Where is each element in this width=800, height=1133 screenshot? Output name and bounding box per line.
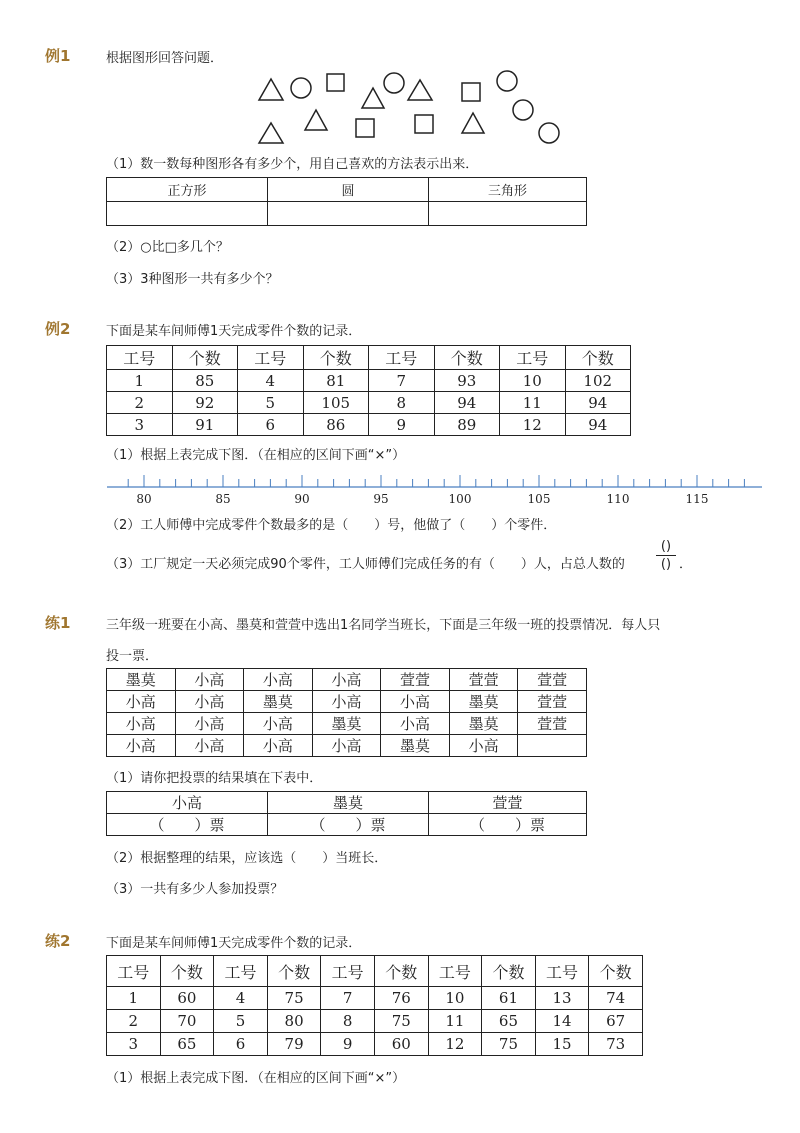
table-header-row (107, 956, 643, 987)
table-cell: 89 (434, 414, 500, 436)
table-row (107, 713, 587, 735)
table-cell: 75 (267, 987, 321, 1010)
example-1-label: 例1 (45, 47, 71, 65)
example-2-question-3-end: ． (679, 557, 693, 572)
table-cell: 65 (482, 1010, 536, 1033)
table-row (107, 392, 631, 414)
result-cell-momo[interactable]: （ ）票 (268, 814, 429, 836)
table-cell: 3 (107, 1033, 161, 1056)
header-cell: 个数 (303, 346, 369, 370)
vote-table (106, 668, 587, 757)
practice-1-question-1: （1）请你把投票的结果填在下表中． (106, 771, 323, 786)
vote-cell: 小高 (312, 669, 381, 691)
circle-shape (539, 123, 559, 143)
vote-cell: 小高 (175, 713, 244, 735)
table-cell: 75 (374, 1010, 428, 1033)
table-row (107, 669, 587, 691)
table-cell: 93 (434, 370, 500, 392)
triangle-shape (462, 113, 484, 133)
table-cell: 4 (214, 987, 268, 1010)
table-cell: 8 (321, 1010, 375, 1033)
table-cell: 7 (321, 987, 375, 1010)
table-cell: 15 (535, 1033, 589, 1056)
table-cell: 4 (238, 370, 304, 392)
number-line-label: 100 (448, 492, 472, 506)
vote-cell: 萱萱 (518, 669, 587, 691)
vote-cell: 墨莫 (107, 669, 176, 691)
table-cell: 11 (500, 392, 566, 414)
table-cell: 73 (589, 1033, 643, 1056)
example-2-table (106, 345, 631, 436)
number-line-label: 90 (294, 492, 310, 506)
header-cell: 工号 (107, 956, 161, 987)
practice-1-prompt-line-1: 三年级一班要在小高、墨莫和萱萱中选出1名同学当班长，下面是三年级一班的投票情况．每人只 (106, 618, 661, 633)
number-line-label: 80 (136, 492, 152, 506)
table-cell: 6 (238, 414, 304, 436)
table-cell: 61 (482, 987, 536, 1010)
vote-cell: 墨莫 (449, 713, 518, 735)
fraction-denominator: () (660, 557, 672, 572)
table-row (107, 1033, 643, 1056)
example-1-question-2: （2）○比□多几个？ (106, 240, 229, 255)
table-cell: 65 (160, 1033, 214, 1056)
table-cell: 79 (267, 1033, 321, 1056)
practice-2-question-1: （1）根据上表完成下图．（在相应的区间下画“×”） (106, 1071, 406, 1086)
shape-count-table (106, 177, 587, 226)
header-xuanxuan: 萱萱 (429, 792, 587, 814)
vote-cell: 小高 (244, 735, 313, 757)
header-cell: 个数 (374, 956, 428, 987)
header-cell: 个数 (267, 956, 321, 987)
table-row (107, 691, 587, 713)
table-cell: 10 (428, 987, 482, 1010)
table-cell: 14 (535, 1010, 589, 1033)
table-cell: 1 (107, 987, 161, 1010)
vote-cell: 墨莫 (449, 691, 518, 713)
vote-cell: 萱萱 (518, 713, 587, 735)
table-cell: 67 (589, 1010, 643, 1033)
table-cell: 5 (214, 1010, 268, 1033)
table-cell: 80 (267, 1010, 321, 1033)
practice-1-label: 练1 (45, 614, 71, 632)
vote-cell: 萱萱 (381, 669, 450, 691)
example-1-question-3: （3）3种图形一共有多少个？ (106, 272, 279, 287)
header-cell: 工号 (321, 956, 375, 987)
header-cell: 工号 (500, 346, 566, 370)
vote-cell: 小高 (449, 735, 518, 757)
result-cell-xuanxuan[interactable]: （ ）票 (429, 814, 587, 836)
example-2-question-1: （1）根据上表完成下图．（在相应的区间下画“×”） (106, 448, 406, 463)
table-cell: 13 (535, 987, 589, 1010)
header-triangle: 三角形 (429, 178, 587, 202)
header-momo: 墨莫 (268, 792, 429, 814)
square-shape (462, 83, 480, 101)
vote-cell: 墨莫 (312, 713, 381, 735)
header-cell: 个数 (565, 346, 631, 370)
header-cell: 工号 (428, 956, 482, 987)
header-cell: 个数 (589, 956, 643, 987)
table-cell: 3 (107, 414, 173, 436)
vote-cell: 小高 (175, 669, 244, 691)
table-cell: 1 (107, 370, 173, 392)
example-2-prompt: 下面是某车间师傅1天完成零件个数的记录． (106, 324, 362, 339)
triangle-shape (259, 79, 283, 100)
header-cell: 个数 (172, 346, 238, 370)
header-cell: 工号 (238, 346, 304, 370)
vote-cell: 萱萱 (449, 669, 518, 691)
table-cell: 8 (369, 392, 435, 414)
table-cell: 75 (482, 1033, 536, 1056)
table-cell: 6 (214, 1033, 268, 1056)
example-2-question-2: （2）工人师傅中完成零件个数最多的是（ ）号，他做了（ ）个零件． (106, 518, 557, 533)
table-cell: 11 (428, 1010, 482, 1033)
table-cell: 105 (303, 392, 369, 414)
vote-cell: 小高 (381, 713, 450, 735)
answer-cell-triangle[interactable] (429, 202, 587, 226)
shapes-figure (250, 68, 570, 148)
header-xiaogao: 小高 (107, 792, 268, 814)
number-line-label: 85 (215, 492, 231, 506)
example-2-label: 例2 (45, 320, 71, 338)
square-shape (415, 115, 433, 133)
example-2-question-3: （3）工厂规定一天必须完成90个零件，工人师傅们完成任务的有（ ）人，占总人数的 (106, 557, 625, 572)
vote-cell: 墨莫 (244, 691, 313, 713)
table-cell: 9 (369, 414, 435, 436)
fraction-numerator: () (660, 539, 672, 554)
table-row (107, 987, 643, 1010)
table-cell: 94 (434, 392, 500, 414)
triangle-shape (305, 110, 327, 130)
header-cell: 工号 (107, 346, 173, 370)
table-cell: 10 (500, 370, 566, 392)
table-cell: 94 (565, 392, 631, 414)
table-cell: 9 (321, 1033, 375, 1056)
vote-cell: 萱萱 (518, 691, 587, 713)
vote-cell: 小高 (175, 735, 244, 757)
table-cell: 60 (374, 1033, 428, 1056)
header-cell: 工号 (535, 956, 589, 987)
table-cell: 102 (565, 370, 631, 392)
table-row (107, 735, 587, 757)
table-row (107, 1010, 643, 1033)
header-circle: 圆 (268, 178, 429, 202)
header-square: 正方形 (107, 178, 268, 202)
header-cell: 个数 (482, 956, 536, 987)
table-cell: 60 (160, 987, 214, 1010)
practice-2-prompt: 下面是某车间师傅1天完成零件个数的记录． (106, 936, 362, 951)
circle-shape (497, 71, 517, 91)
example-1-prompt: 根据图形回答问题． (106, 51, 224, 66)
practice-2-table (106, 955, 643, 1056)
table-row (107, 414, 631, 436)
header-cell: 个数 (160, 956, 214, 987)
vote-cell: 小高 (244, 669, 313, 691)
number-line-label: 105 (527, 492, 551, 506)
number-line-label: 110 (606, 492, 630, 506)
vote-cell: 小高 (107, 713, 176, 735)
number-line-label: 115 (685, 492, 709, 506)
square-shape (327, 74, 344, 91)
table-cell: 12 (428, 1033, 482, 1056)
fraction (656, 539, 676, 572)
header-cell: 个数 (434, 346, 500, 370)
table-row (107, 814, 587, 836)
vote-cell: 墨莫 (381, 735, 450, 757)
table-cell: 5 (238, 392, 304, 414)
vote-cell (518, 735, 587, 757)
vote-cell: 小高 (107, 735, 176, 757)
table-header-row (107, 792, 587, 814)
circle-shape (291, 78, 311, 98)
practice-1-prompt-line-2: 投一票． (106, 649, 159, 664)
vote-cell: 小高 (381, 691, 450, 713)
table-cell: 86 (303, 414, 369, 436)
table-header-row (107, 346, 631, 370)
vote-cell: 小高 (244, 713, 313, 735)
practice-1-question-2: （2）根据整理的结果，应该选（ ）当班长． (106, 851, 388, 866)
vote-cell: 小高 (175, 691, 244, 713)
header-cell: 工号 (214, 956, 268, 987)
number-line-label: 95 (373, 492, 389, 506)
table-cell: 7 (369, 370, 435, 392)
fraction-bar (656, 555, 676, 556)
table-cell: 70 (160, 1010, 214, 1033)
header-cell: 工号 (369, 346, 435, 370)
table-row (107, 370, 631, 392)
vote-result-table (106, 791, 587, 836)
table-cell: 2 (107, 1010, 161, 1033)
triangle-shape (408, 80, 432, 100)
vote-cell: 小高 (312, 691, 381, 713)
table-cell: 85 (172, 370, 238, 392)
answer-cell-circle[interactable] (268, 202, 429, 226)
number-line (100, 465, 770, 510)
result-cell-xiaogao[interactable]: （ ）票 (107, 814, 268, 836)
table-cell: 12 (500, 414, 566, 436)
circle-shape (513, 100, 533, 120)
example-1-question-1: （1）数一数每种图形各有多少个，用自己喜欢的方法表示出来． (106, 157, 479, 172)
vote-cell: 小高 (107, 691, 176, 713)
table-cell: 2 (107, 392, 173, 414)
table-cell: 92 (172, 392, 238, 414)
practice-1-question-3: （3）一共有多少人参加投票？ (106, 882, 284, 897)
triangle-shape (362, 88, 384, 108)
table-cell: 81 (303, 370, 369, 392)
table-cell: 94 (565, 414, 631, 436)
square-shape (356, 119, 374, 137)
answer-cell-square[interactable] (107, 202, 268, 226)
circle-shape (384, 73, 404, 93)
table-cell: 91 (172, 414, 238, 436)
practice-2-label: 练2 (45, 932, 71, 950)
table-cell: 76 (374, 987, 428, 1010)
vote-cell: 小高 (312, 735, 381, 757)
triangle-shape (259, 123, 283, 143)
table-cell: 74 (589, 987, 643, 1010)
